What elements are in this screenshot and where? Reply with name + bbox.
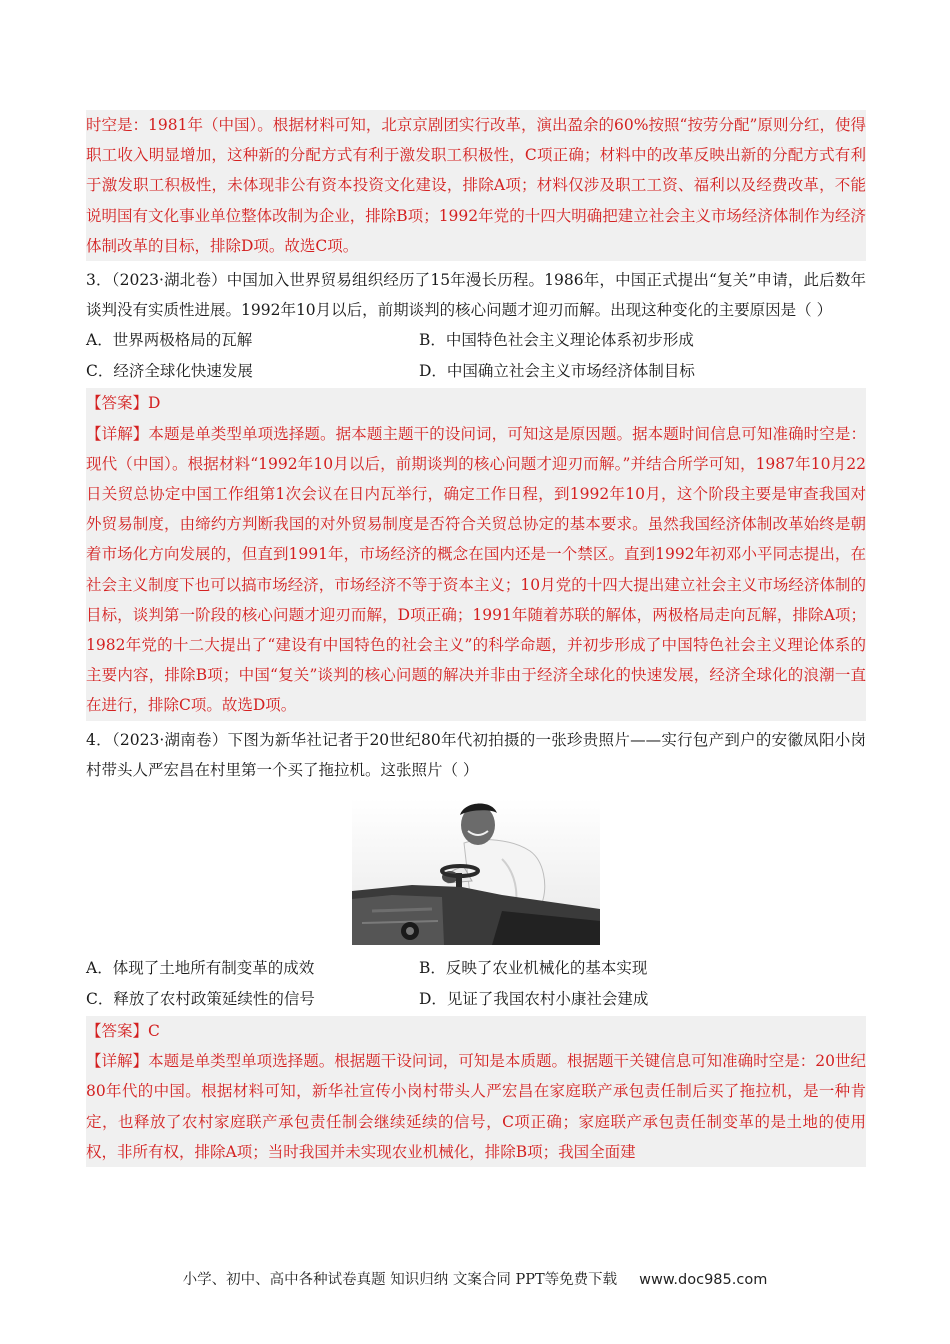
option-b: B．反映了农业机械化的基本实现 <box>419 959 648 978</box>
question-4-stem: 4．（2023·湖南卷）下图为新华社记者于20世纪80年代初拍摄的一张珍贵照片——实行包产到户的安徽凤阳小岗村带头人严宏昌在村里第一个买了拖拉机。这张照片（ ） <box>86 730 866 779</box>
tractor-photo <box>352 799 600 945</box>
question-4-answer: 【答案】C <box>86 1016 866 1046</box>
question-3-stem: 3．（2023·湖北卷）中国加入世界贸易组织经历了15年漫长历程。1986年，中国正式提出“复关”申请，此后数年谈判没有实质性进展。1992年10月以后，前期谈判的核心问题才迎刃而解。出现这种变化的主要原因是（ ） <box>86 271 866 320</box>
option-c: C．经济全球化快速发展 <box>86 361 253 380</box>
question-4-options <box>86 953 866 1014</box>
question-3-answer: 【答案】D <box>86 388 866 418</box>
option-a: A．体现了土地所有制变革的成效 <box>86 959 315 978</box>
option-c: C．释放了农村政策延续性的信号 <box>86 989 315 1008</box>
footer-text: 小学、初中、高中各种试卷真题 知识归纳 文案合同 PPT等免费下载 <box>182 1272 618 1288</box>
footer-url[interactable]: www.doc985.com <box>639 1272 768 1288</box>
option-b: B．中国特色社会主义理论体系初步形成 <box>419 331 694 350</box>
question-3-explanation: 【详解】本题是单类型单项选择题。据本题主题干的设问词，可知这是原因题。据本题时间信息可知准确时空是：现代（中国）。根据材料“1992年10月以后，前期谈判的核心问题才迎刃而解。”并结合所学可知，1987年10月22日关贸总协定中国工作组第1次会议在日内瓦举行，确定工作日程，到1992年10月，这个阶段主要是审查我国对外贸易制度，由缔约方判断我国的对外贸易制度是否符合关贸总协定的基本要求。虽然我国经济体制改革始终是朝着市场化方向发展的，但直到1991年，市场经济的概念在国内还是一个禁区。直到1992年初邓小平同志提出，在社会主义制度下也可以搞市场经济，市场经济不等于资本主义；10月党的十四大提出建立社会主义市场经济体制的目标，谈判第一阶段的核心问题才迎刃而解，D项正确；1991年随着苏联的解体，两极格局走向瓦解，排除A项；1982年党的十二大提出了“建设有中国特色的社会主义”的科学命题，并初步形成了中国特色社会主义理论体系的主要内容，排除B项；中国“复关”谈判的核心问题的解决并非由于经济全球化的快速发展，经济全球化的浪潮一直在进行，排除C项。故选D项。 <box>86 419 866 721</box>
document-page <box>86 110 866 1167</box>
photo-container <box>86 799 866 945</box>
question-3-options <box>86 325 866 386</box>
option-d: D．中国确立社会主义市场经济体制目标 <box>419 361 695 380</box>
option-a: A．世界两极格局的瓦解 <box>86 331 253 350</box>
option-d: D．见证了我国农村小康社会建成 <box>419 989 649 1008</box>
question-4-explanation: 【详解】本题是单类型单项选择题。根据题干设问词，可知是本质题。根据题干关键信息可知准确时空是：20世纪80年代的中国。根据材料可知，新华社宣传小岗村带头人严宏昌在家庭联产承包责任制后买了拖拉机，是一种肯定，也释放了农村家庭联产承包责任制会继续延续的信号，C项正确；家庭联产承包责任制变革的是土地的使用权，非所有权，排除A项；当时我国并未实现农业机械化，排除B项；我国全面建 <box>86 1046 866 1167</box>
page-footer <box>0 1268 950 1289</box>
question-2-explanation-tail: 时空是：1981年（中国）。根据材料可知，北京京剧团实行改革，演出盈余的60%按照“按劳分配”原则分红，使得职工收入明显增加，这种新的分配方式有利于激发职工积极性，C项正确；材料中的改革反映出新的分配方式有利于激发职工积极性，未体现非公有资本投资文化建设，排除A项；材料仅涉及职工工资、福利以及经费改革，不能说明国有文化事业单位整体改制为企业，排除B项；1992年党的十四大明确把建立社会主义市场经济体制作为经济体制改革的目标，排除D项。故选C项。 <box>86 110 866 261</box>
